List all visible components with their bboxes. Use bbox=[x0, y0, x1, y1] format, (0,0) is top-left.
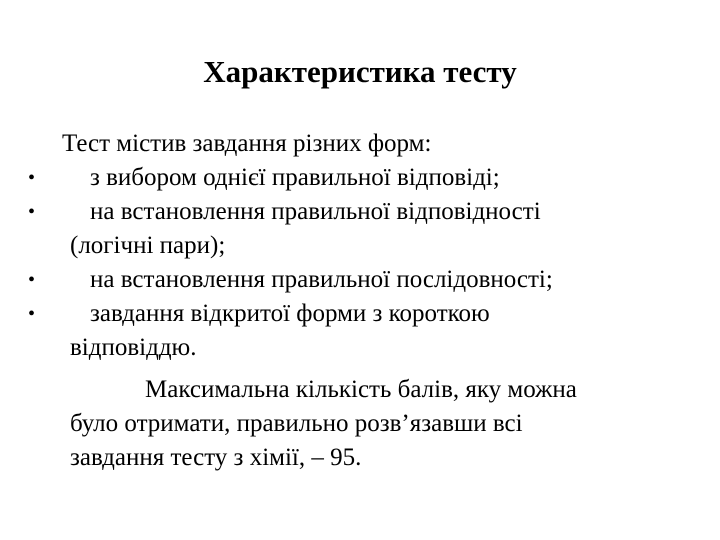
intro-text: Тест містив завдання різних форм: bbox=[62, 130, 432, 157]
slide-title: Характеристика тесту bbox=[203, 54, 517, 89]
bullet-line: на встановлення правильної послідовності; bbox=[90, 266, 553, 293]
bullet-line: на встановлення правильної відповідності bbox=[90, 198, 541, 225]
bullet-line: з вибором однієї правильної відповіді; bbox=[90, 164, 500, 191]
bullet-text bbox=[70, 161, 500, 195]
bullet-text bbox=[70, 263, 553, 297]
bullet-line: відповіддю. bbox=[70, 334, 197, 361]
bullet-text bbox=[70, 297, 490, 365]
closing-line: Максимальна кількість балів, яку можна bbox=[145, 376, 577, 403]
closing-line: було отримати, правильно розв’язавши всі bbox=[70, 410, 523, 437]
closing-paragraph bbox=[70, 373, 577, 475]
bullet-line: (логічні пари); bbox=[70, 232, 226, 259]
bullet-marker: • bbox=[28, 167, 36, 189]
bullet-line: завдання відкритої форми з короткою bbox=[90, 300, 490, 327]
bullet-marker: • bbox=[28, 201, 36, 223]
bullet-marker: • bbox=[28, 269, 36, 291]
closing-line: завдання тесту з хімії, – 95. bbox=[70, 444, 362, 471]
bullet-marker: • bbox=[28, 303, 36, 325]
bullet-text bbox=[70, 195, 541, 263]
